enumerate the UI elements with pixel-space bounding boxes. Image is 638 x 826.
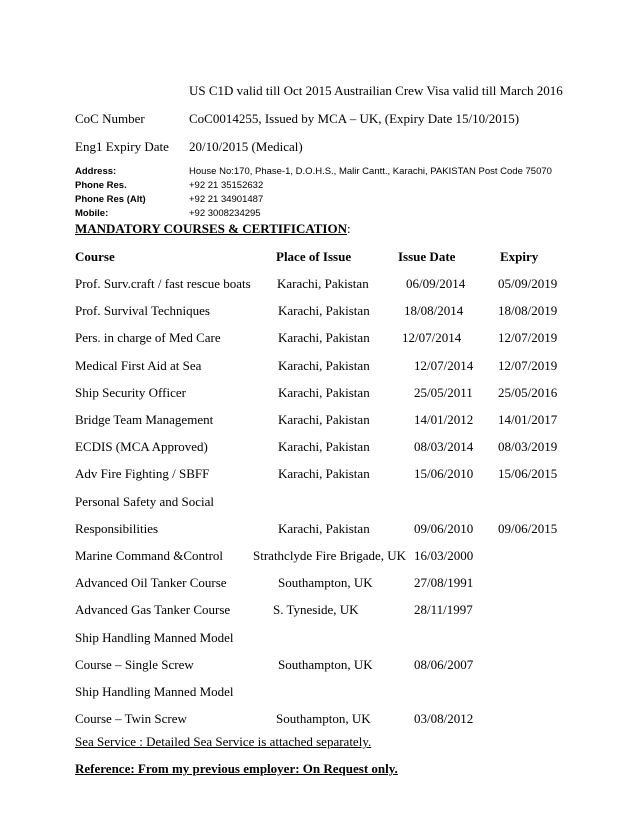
place-of-issue: Karachi, Pakistan <box>278 358 370 373</box>
course-name: Advanced Oil Tanker Course <box>75 575 227 590</box>
course-name: Bridge Team Management <box>75 412 214 427</box>
issue-date: 18/08/2014 <box>404 303 464 318</box>
course-name: Ship Handling Manned Model <box>75 684 234 699</box>
place-of-issue: Strathclyde Fire Brigade, UK <box>253 548 407 563</box>
issue-date: 15/06/2010 <box>414 466 474 481</box>
expiry-date: 12/07/2019 <box>498 358 558 373</box>
mobile-label: Mobile: <box>75 208 109 219</box>
header-issue: Issue Date <box>398 249 456 264</box>
course-name: Responsibilities <box>75 521 159 536</box>
issue-date: 28/11/1997 <box>414 602 473 617</box>
expiry-date: 25/05/2016 <box>498 385 558 400</box>
course-name: ECDIS (MCA Approved) <box>75 439 208 454</box>
header-course: Course <box>75 249 115 264</box>
course-name: Medical First Aid at Sea <box>75 358 202 373</box>
course-name: Personal Safety and Social <box>75 494 214 509</box>
section-colon: : <box>347 221 351 236</box>
section-heading <box>75 222 351 235</box>
course-name: Pers. in charge of Med Care <box>75 330 221 345</box>
issue-date: 12/07/2014 <box>414 358 474 373</box>
place-of-issue: Karachi, Pakistan <box>278 521 370 536</box>
phone-res-label: Phone Res. <box>75 180 127 191</box>
phone-alt-value: +92 21 34901487 <box>189 194 264 205</box>
issue-date: 16/03/2000 <box>414 548 474 563</box>
place-of-issue: Karachi, Pakistan <box>278 385 370 400</box>
place-of-issue: Karachi, Pakistan <box>278 330 370 345</box>
expiry-date: 12/07/2019 <box>498 330 558 345</box>
course-name: Adv Fire Fighting / SBFF <box>75 466 210 481</box>
issue-date: 12/07/2014 <box>402 330 462 345</box>
course-name: Course – Single Screw <box>75 657 194 672</box>
section-title: MANDATORY COURSES & CERTIFICATION <box>75 221 347 236</box>
address-label: Address: <box>75 166 117 177</box>
place-of-issue: S. Tyneside, UK <box>273 602 359 617</box>
address-value: House No:170, Phase-1, D.O.H.S., Malir Cantt., Karachi, PAKISTAN Post Code 75070 <box>189 166 552 177</box>
mobile-value: +92 3008234295 <box>189 208 261 219</box>
sea-service: Sea Service : Detailed Sea Service is attached separately. <box>75 734 372 749</box>
expiry-date: 15/06/2015 <box>498 466 558 481</box>
visa-line: US C1D valid till Oct 2015 Austrailian Crew Visa valid till March 2016 <box>189 83 563 98</box>
place-of-issue: Karachi, Pakistan <box>277 276 369 291</box>
place-of-issue: Karachi, Pakistan <box>278 412 370 427</box>
course-name: Marine Command &Control <box>75 548 224 563</box>
course-name: Prof. Survival Techniques <box>75 303 210 318</box>
reference: Reference: From my previous employer: On Request only. <box>75 761 398 776</box>
place-of-issue: Karachi, Pakistan <box>278 466 370 481</box>
coc-value: CoC0014255, Issued by MCA – UK, (Expiry Date 15/10/2015) <box>189 111 520 126</box>
place-of-issue: Southampton, UK <box>278 657 373 672</box>
eng1-label: Eng1 Expiry Date <box>75 139 169 154</box>
issue-date: 27/08/1991 <box>414 575 474 590</box>
issue-date: 06/09/2014 <box>406 276 466 291</box>
expiry-date: 08/03/2019 <box>498 439 558 454</box>
phone-res-value: +92 21 35152632 <box>189 180 264 191</box>
issue-date: 08/06/2007 <box>414 657 474 672</box>
expiry-date: 14/01/2017 <box>498 412 558 427</box>
issue-date: 25/05/2011 <box>414 385 473 400</box>
place-of-issue: Karachi, Pakistan <box>278 303 370 318</box>
issue-date: 14/01/2012 <box>414 412 474 427</box>
course-name: Advanced Gas Tanker Course <box>75 602 231 617</box>
expiry-date: 05/09/2019 <box>498 276 558 291</box>
course-name: Course – Twin Screw <box>75 711 187 726</box>
expiry-date: 09/06/2015 <box>498 521 558 536</box>
course-name: Ship Handling Manned Model <box>75 630 234 645</box>
header-expiry: Expiry <box>500 249 539 264</box>
issue-date: 08/03/2014 <box>414 439 474 454</box>
course-name: Prof. Surv.craft / fast rescue boats <box>75 276 251 291</box>
issue-date: 09/06/2010 <box>414 521 474 536</box>
expiry-date: 18/08/2019 <box>498 303 558 318</box>
eng1-value: 20/10/2015 (Medical) <box>189 139 303 154</box>
issue-date: 03/08/2012 <box>414 711 474 726</box>
phone-alt-label: Phone Res (Alt) <box>75 194 146 205</box>
place-of-issue: Southampton, UK <box>278 575 373 590</box>
course-name: Ship Security Officer <box>75 385 186 400</box>
place-of-issue: Karachi, Pakistan <box>278 439 370 454</box>
coc-label: CoC Number <box>75 111 145 126</box>
header-place: Place of Issue <box>276 249 352 264</box>
place-of-issue: Southampton, UK <box>276 711 371 726</box>
